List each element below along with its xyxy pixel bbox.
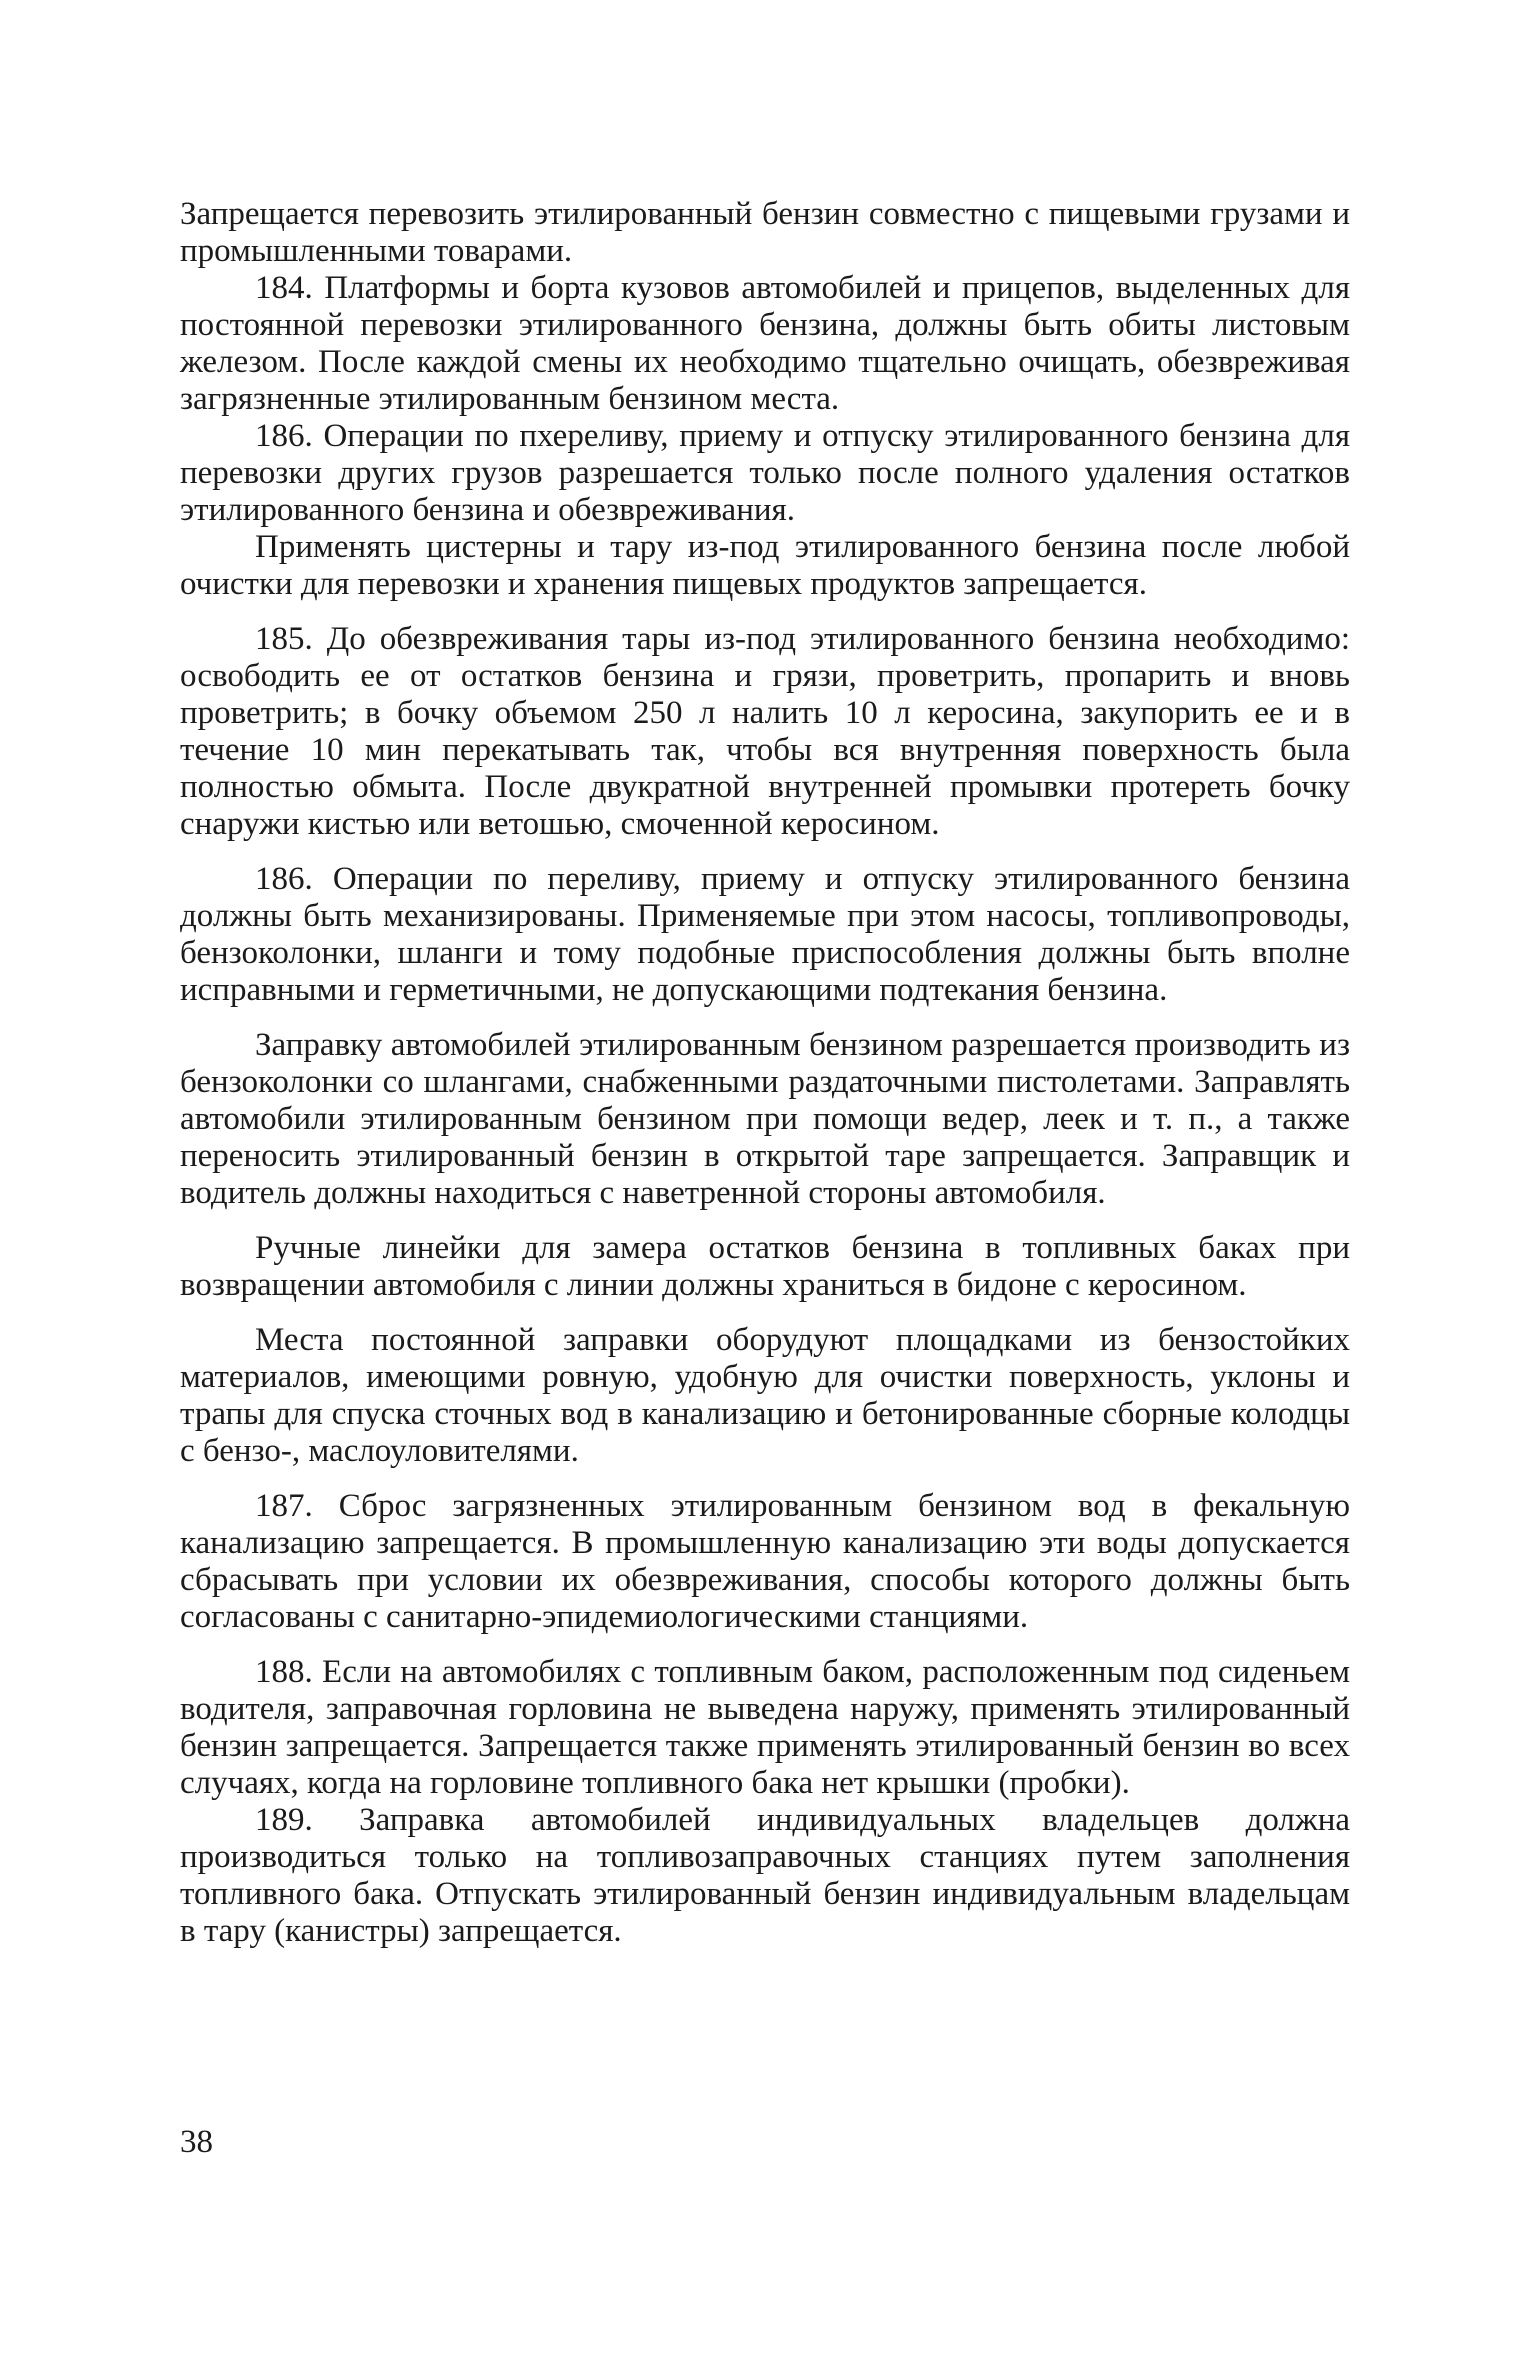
paragraph-refueling: Заправку автомобилей этилированным бензином разрешается производить из бензоколонки со шлангами, снабженными раздаточными пистолетами. Заправлять автомобили этилированным бензином при помощи ведер, леек и т. п., а также переносить этилированный бензин в открытой таре запрещается. Заправщик и водитель должны находиться с наветренной стороны автомобиля. xyxy=(180,1027,1350,1211)
paragraph-intro: Запрещается перевозить этилированный бензин совместно с пищевыми грузами и промышленными товарами. xyxy=(180,196,1350,269)
paragraph-187: 187. Сброс загрязненных этилированным бензином вод в фекальную канализацию запрещается. В промышленную канализацию эти воды допускается сбрасывать при условии их обезвреживания, способы которого должны быть согласованы с санитарно-эпидемиологическими станциями. xyxy=(180,1488,1350,1635)
page-body xyxy=(180,196,1350,1950)
page-number: 38 xyxy=(180,2124,213,2160)
paragraph-188: 188. Если на автомобилях с топливным баком, расположенным под сиденьем водителя, заправочная горловина не выведена наружу, применять этилированный бензин запрещается. Запрещается также применять этилированный бензин во всех случаях, когда на горловине топливного бака нет крышки (пробки). xyxy=(180,1654,1350,1801)
paragraph-184: 184. Платформы и борта кузовов автомобилей и прицепов, выделенных для постоянной перевозки этилированного бензина, должны быть обиты листовым железом. После каждой смены их необходимо тщательно очищать, обезвреживая загрязненные этилированным бензином места. xyxy=(180,270,1350,417)
paragraph-186-transfer: 186. Операции по пхереливу, приему и отпуску этилированного бензина для перевозки других грузов разрешается только после полного удаления остатков этилированного бензина и обезвреживания. xyxy=(180,418,1350,528)
paragraph-refueling-sites: Места постоянной заправки оборудуют площадками из бензостойких материалов, имеющими ровную, удобную для очистки поверхность, уклоны и трапы для спуска сточных вод в канализацию и бетонированные сборные колодцы с бензо-, маслоуловителями. xyxy=(180,1322,1350,1469)
paragraph-185: 185. До обезвреживания тары из-под этилированного бензина необходимо: освободить ее от остатков бензина и грязи, проветрить, пропарить и вновь проветрить; в бочку объемом 250 л налить 10 л керосина, закупорить ее и в течение 10 мин перекатывать так, чтобы вся внутренняя поверхность была полностью обмыта. После двукратной внутренней промывки протереть бочку снаружи кистью или ветошью, смоченной керосином. xyxy=(180,621,1350,842)
paragraph-189: 189. Заправка автомобилей индивидуальных владельцев должна производиться только на топливозаправочных станциях путем заполнения топливного бака. Отпускать этилированный бензин индивидуальным владельцам в тару (канистры) запрещается. xyxy=(180,1802,1350,1949)
paragraph-186-mechanized: 186. Операции по переливу, приему и отпуску этилированного бензина должны быть механизированы. Применяемые при этом насосы, топливопроводы, бензоколонки, шланги и тому подобные приспособления должны быть вполне исправными и герметичными, не допускающими подтекания бензина. xyxy=(180,861,1350,1008)
paragraph-dipsticks: Ручные линейки для замера остатков бензина в топливных баках при возвращении автомобиля с линии должны храниться в бидоне с керосином. xyxy=(180,1230,1350,1303)
paragraph-tanks-prohibited: Применять цистерны и тару из-под этилированного бензина после любой очистки для перевозки и хранения пищевых продуктов запрещается. xyxy=(180,529,1350,602)
